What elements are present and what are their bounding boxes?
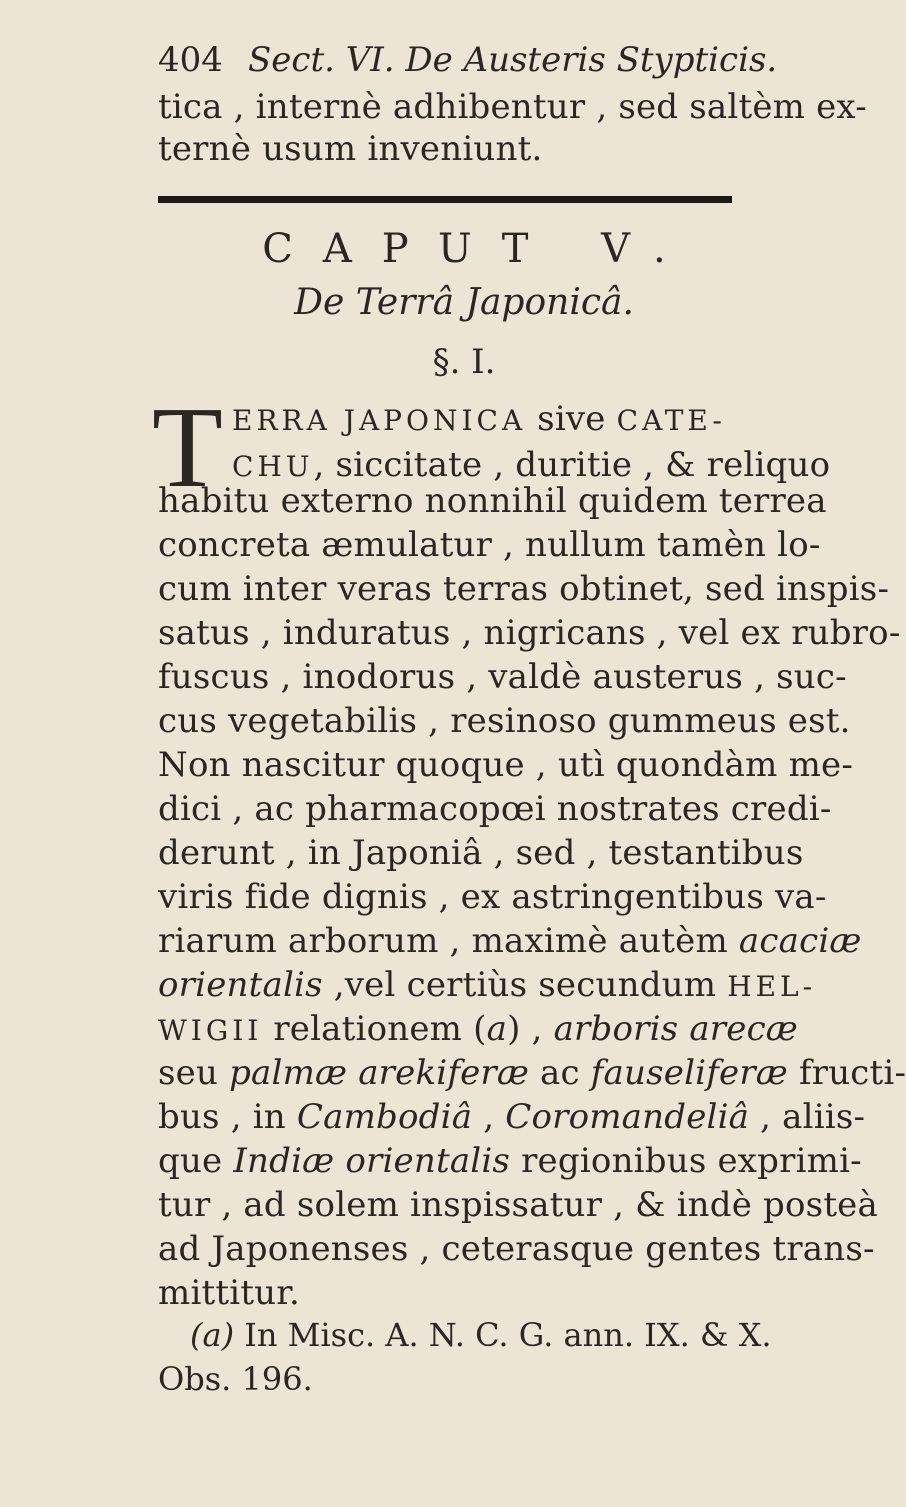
text-line: habitu externo nonnihil quidem terrea [158, 481, 827, 521]
section-number: §. I. [432, 342, 496, 382]
text-line: dici , ac pharmacopœi nostrates credi- [158, 789, 832, 829]
running-header [158, 40, 778, 80]
text-line: ternè usum inveniunt. [158, 129, 543, 169]
text-line: ad Japonenses , ceterasque gentes trans- [158, 1229, 875, 1269]
text-line: satus , induratus , nigricans , vel ex rubro- [158, 613, 901, 653]
chapter-subtitle: De Terrâ Japonicâ. [294, 282, 634, 323]
text-line: orientalis ,vel certiùs secundum HEL- [158, 965, 817, 1005]
text-line: riarum arborum , maximè autèm acaciæ [158, 921, 862, 961]
text-line: tica , internè adhibentur , sed saltèm ex- [158, 87, 867, 127]
text-line: CHU, siccitate , duritie , & reliquo [232, 445, 831, 485]
text-line: cum inter veras terras obtinet, sed inspis- [158, 569, 890, 609]
text-line: fuscus , inodorus , valdè austerus , suc- [158, 657, 847, 697]
page-number: 404 [158, 40, 223, 80]
chapter-heading: CAPUT V. [262, 226, 696, 272]
text-line: seu palmæ arekiferæ ac fauseliferæ fructi- [158, 1053, 906, 1093]
footnote-marker: (a) [190, 1316, 235, 1354]
divider-rule [158, 196, 732, 203]
running-title: Sect. VI. De Austeris Stypticis. [248, 40, 778, 80]
text-line: Non nascitur quoque , utì quondàm me- [158, 745, 854, 785]
text-line: WIGII relationem (a) , arboris arecæ [158, 1009, 798, 1049]
text-line: cus vegetabilis , resinoso gummeus est. [158, 701, 851, 741]
text-line: mittitur. [158, 1273, 301, 1313]
text-line: viris fide dignis , ex astringentibus va- [158, 877, 827, 917]
text-line: derunt , in Japoniâ , sed , testantibus [158, 833, 804, 873]
text-line: que Indiæ orientalis regionibus exprimi- [158, 1141, 862, 1181]
text-line: ERRA JAPONICA sive CATE- [232, 399, 726, 439]
text-line: bus , in Cambodiâ , Coromandeliâ , aliis- [158, 1097, 866, 1137]
footnote: (a) In Misc. A. N. C. G. ann. IX. & X. [190, 1316, 772, 1354]
text-line: concreta æmulatur , nullum tamèn lo- [158, 525, 821, 565]
text-line: tur , ad solem inspissatur , & indè posteà [158, 1185, 878, 1225]
drop-cap: T [152, 384, 223, 512]
footnote-line: Obs. 196. [158, 1360, 313, 1398]
